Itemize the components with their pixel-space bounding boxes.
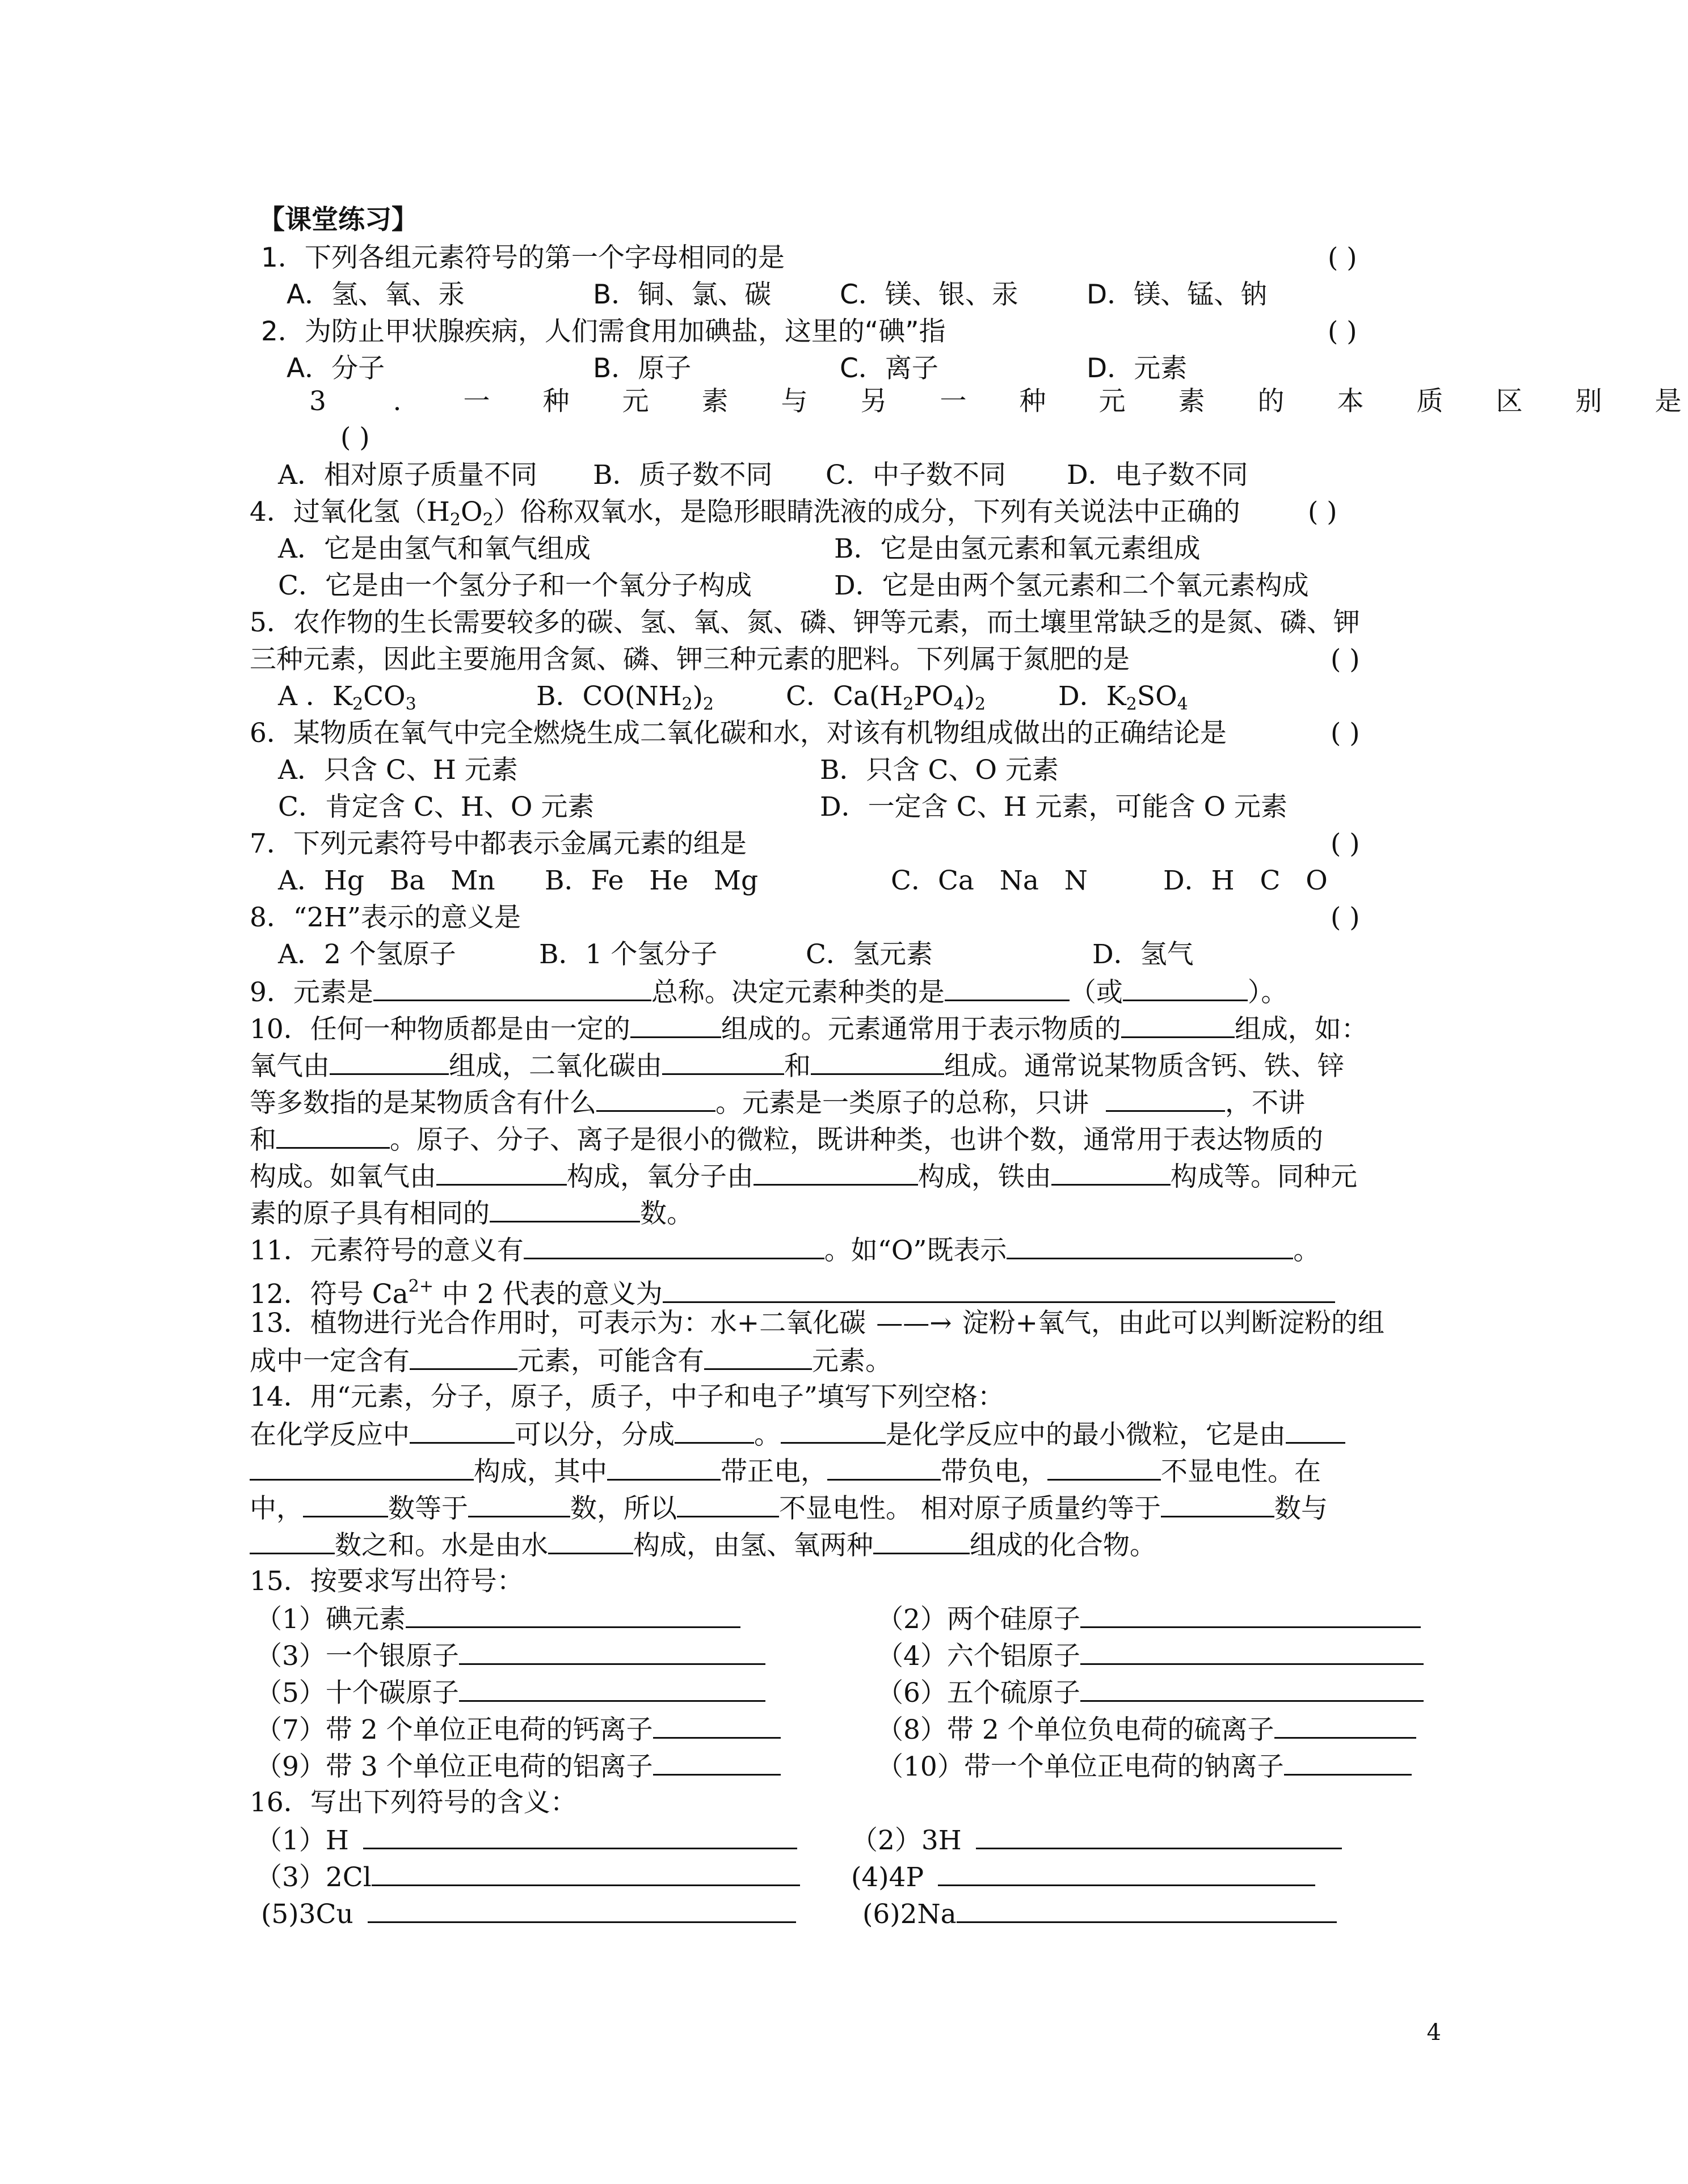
- question-13-line-1: [250, 1306, 1384, 1340]
- q3-char: 一: [463, 386, 490, 417]
- question-2-option-d: D．元素: [1087, 353, 1188, 384]
- question-9: [250, 975, 1287, 1010]
- q5-sub: 2: [352, 694, 364, 714]
- question-1-option-d: D．镁、锰、钠: [1087, 279, 1268, 310]
- q13-blank[interactable]: [704, 1343, 812, 1370]
- q10-blank[interactable]: [436, 1159, 567, 1186]
- q9-blank-3[interactable]: [1123, 975, 1248, 1001]
- question-8-option-d: D．氢气: [1092, 939, 1194, 970]
- q5-sub: 4: [953, 694, 965, 714]
- q14-text: 。: [754, 1419, 781, 1451]
- q10-blank[interactable]: [490, 1196, 640, 1222]
- q16-blank[interactable]: [976, 1823, 1342, 1849]
- q14-blank[interactable]: [677, 1491, 779, 1517]
- question-7-option-d: D．H C O: [1163, 865, 1328, 896]
- q5-sub: 2: [681, 694, 693, 714]
- q10-text: 氧气由: [250, 1051, 330, 1082]
- q3-char: 种: [542, 386, 570, 417]
- q13-text: 淀粉+氧气，由此可以判断淀粉的组: [962, 1308, 1384, 1339]
- q3-char: 素: [701, 386, 729, 417]
- question-8-answer-paren: ( ): [1331, 902, 1360, 933]
- question-7-option-b: B．Fe He Mg: [545, 865, 759, 896]
- q9-text: ）。: [1247, 977, 1288, 1008]
- q14-text: 是化学反应中的最小微粒，它是由: [886, 1419, 1286, 1451]
- q14-text: 不显电性。 相对原子质量约等于: [779, 1493, 1161, 1524]
- q3-char: 质: [1416, 386, 1443, 417]
- q5-sub: 4: [1177, 694, 1188, 714]
- q15-blank[interactable]: [459, 1638, 765, 1665]
- q16-label: (5)3Cu: [261, 1899, 353, 1930]
- q10-blank[interactable]: [811, 1048, 944, 1075]
- q12-charge-sup: 2+: [408, 1276, 433, 1296]
- q10-text: 等多数指的是某物质含有什么: [250, 1087, 596, 1119]
- q4-sub: 2: [449, 510, 461, 530]
- q10-blank[interactable]: [662, 1048, 784, 1075]
- q10-text: 构成，氧分子由: [567, 1161, 754, 1192]
- q14-blank[interactable]: [548, 1528, 633, 1554]
- q3-char: 的: [1257, 386, 1285, 417]
- q14-text: 构成，由氢、氧两种: [633, 1530, 873, 1561]
- q14-blank[interactable]: [303, 1491, 388, 1517]
- q10-text: 素的原子具有相同的: [250, 1198, 490, 1229]
- q15-label: （7）带 2 个单位正电荷的钙离子: [255, 1714, 653, 1745]
- question-14-stem: 14．用“元素，分子，原子，质子，中子和电子”填写下列空格：: [250, 1381, 1004, 1413]
- q10-text: 10．任何一种物质都是由一定的: [250, 1014, 630, 1045]
- q4-stem-post: ）俗称双氧水，是隐形眼睛洗液的成分，下列有关说法中正确的: [493, 496, 1240, 528]
- q16-item-1: [255, 1823, 797, 1858]
- q14-text: 中，: [250, 1493, 303, 1524]
- q14-text: 数之和。水是由水: [335, 1530, 548, 1561]
- question-10-line-3: [250, 1085, 1305, 1120]
- question-4-option-c: C．它是由一个氢分子和一个氧分子构成: [278, 570, 752, 601]
- q10-text: ，不讲: [1225, 1087, 1305, 1119]
- q15-item-7: [255, 1712, 781, 1747]
- q11-text: 。如“O”既表示: [824, 1235, 1007, 1266]
- q14-blank[interactable]: [1286, 1417, 1345, 1444]
- q14-blank[interactable]: [410, 1417, 515, 1444]
- question-6-stem: 6．某物质在氧气中完全燃烧生成二氧化碳和水，对该有机物组成做出的正确结论是: [250, 718, 1227, 749]
- q5-c-mid: PO: [914, 681, 954, 712]
- q5-sub: 3: [405, 694, 416, 714]
- q14-text: 组成的化合物。: [970, 1530, 1156, 1561]
- q11-text: 11．元素符号的意义有: [250, 1235, 524, 1266]
- q15-blank[interactable]: [1080, 1675, 1424, 1702]
- question-5-answer-paren: ( ): [1331, 644, 1360, 675]
- q5-a-post: CO: [363, 681, 406, 712]
- q13-text: 13．植物进行光合作用时，可表示为：水+二氧化碳: [250, 1308, 866, 1339]
- question-14-line-1: [250, 1417, 1345, 1452]
- q15-blank[interactable]: [653, 1749, 781, 1776]
- question-12: [250, 1270, 1335, 1312]
- q4-sub: 2: [482, 510, 494, 530]
- q15-blank[interactable]: [1284, 1749, 1412, 1776]
- q3-char: 3: [309, 386, 326, 417]
- q4-stem-pre: 4．过氧化氢（H: [250, 496, 450, 528]
- q5-b-pre: B．CO(NH: [536, 681, 682, 712]
- q16-blank[interactable]: [363, 1823, 797, 1849]
- question-11: [250, 1233, 1320, 1268]
- question-1-option-b: B．铜、氯、碳: [593, 279, 772, 310]
- q3-char: 是: [1655, 386, 1682, 417]
- q14-blank[interactable]: [250, 1528, 335, 1554]
- q16-item-6: [862, 1896, 1337, 1932]
- question-3-answer-paren: ( ): [340, 422, 370, 453]
- q12-blank[interactable]: [663, 1276, 1335, 1303]
- question-6-option-d: D．一定含 C、H 元素，可能含 O 元素: [820, 791, 1287, 823]
- q15-item-3: [255, 1638, 765, 1673]
- q16-blank[interactable]: [368, 1896, 796, 1923]
- q5-d-pre: D．K: [1058, 681, 1126, 712]
- question-5-line-1: 5．农作物的生长需要较多的碳、氢、氧、氮、磷、钾等元素，而土壤里常缺乏的是氮、磷、钾: [250, 607, 1360, 638]
- q14-text: 不显电性。在: [1161, 1456, 1321, 1487]
- q16-label: （2）3H: [851, 1825, 962, 1856]
- q10-blank[interactable]: [330, 1048, 449, 1075]
- q10-blank[interactable]: [1121, 1011, 1235, 1038]
- q15-item-5: [255, 1675, 765, 1710]
- question-5-option-a: [278, 680, 416, 722]
- q5-b-post: ): [692, 681, 703, 712]
- q15-label: （1）碘元素: [255, 1604, 406, 1635]
- question-2-answer-paren: ( ): [1328, 316, 1357, 347]
- q15-label: （5）十个碳原子: [255, 1677, 459, 1709]
- question-4-stem: [250, 495, 1240, 537]
- q3-char: .: [393, 386, 402, 417]
- q9-text: （或: [1069, 977, 1123, 1008]
- page-number: 4: [1426, 2019, 1441, 2046]
- q15-label: （4）六个铝原子: [877, 1641, 1080, 1672]
- q14-blank[interactable]: [1047, 1454, 1161, 1481]
- q10-blank[interactable]: [596, 1085, 715, 1112]
- q14-text: 数与: [1274, 1493, 1328, 1524]
- q15-label: （3）一个银原子: [255, 1641, 459, 1672]
- question-1-answer-paren: ( ): [1328, 242, 1357, 273]
- q14-text: 带正电，: [721, 1456, 827, 1487]
- question-3-option-a: A．相对原子质量不同: [278, 459, 537, 491]
- q11-text: 。: [1293, 1235, 1320, 1266]
- q15-item-2: [877, 1601, 1421, 1637]
- q5-a-pre: A ．K: [278, 681, 352, 712]
- question-3-option-d: D．电子数不同: [1067, 459, 1248, 491]
- q16-blank[interactable]: [372, 1860, 800, 1886]
- q14-text: 带负电，: [941, 1456, 1047, 1487]
- question-8-option-b: B．1 个氢分子: [539, 939, 718, 970]
- section-header: 【课堂练习】: [258, 204, 418, 235]
- q15-item-9: [255, 1749, 781, 1784]
- q10-text: 组成的。元素通常用于表示物质的: [721, 1014, 1121, 1045]
- question-2-option-b: B．原子: [593, 353, 692, 384]
- q16-label: （1）H: [255, 1825, 349, 1856]
- question-2-option-c: C．离子: [840, 353, 938, 384]
- q5-c-post: ): [964, 681, 975, 712]
- question-10-line-1: [250, 1011, 1368, 1047]
- question-1-option-c: C．镁、银、汞: [840, 279, 1018, 310]
- q5-sub: 2: [702, 694, 714, 714]
- q15-blank[interactable]: [459, 1675, 765, 1702]
- q10-text: 数。: [640, 1198, 693, 1229]
- q14-text: 数等于: [388, 1493, 468, 1524]
- question-3-stem: [278, 385, 1688, 419]
- question-6-option-c: C．肯定含 C、H、O 元素: [278, 791, 595, 823]
- q13-text: 元素。: [812, 1346, 892, 1377]
- q9-blank-2[interactable]: [945, 975, 1070, 1001]
- question-7-option-a: A．Hg Ba Mn: [278, 865, 495, 896]
- question-6-option-b: B．只含 C、O 元素: [820, 754, 1059, 786]
- question-1-option-a: A．氢、氧、汞: [287, 279, 465, 310]
- q15-label: （8）带 2 个单位负电荷的硫离子: [877, 1714, 1274, 1745]
- question-4-option-d: D．它是由两个氢元素和二个氧元素构成: [834, 570, 1309, 601]
- q14-blank[interactable]: [781, 1417, 886, 1444]
- q13-text: 成中一定含有: [250, 1346, 410, 1377]
- q10-text: 组成，如：: [1234, 1014, 1368, 1045]
- q15-label: （10）带一个单位正电荷的钠离子: [877, 1751, 1284, 1782]
- q10-blank[interactable]: [276, 1122, 390, 1149]
- question-14-line-3: [250, 1491, 1328, 1526]
- question-10-line-6: [250, 1196, 693, 1231]
- q15-label: （6）五个硫原子: [877, 1677, 1080, 1709]
- q13-text: 元素，可能含有: [517, 1346, 704, 1377]
- question-2-option-a: A．分子: [287, 353, 385, 384]
- question-8-stem: 8．“2H”表示的意义是: [250, 902, 521, 933]
- q15-label: （9）带 3 个单位正电荷的铝离子: [255, 1751, 653, 1782]
- q3-char: 别: [1575, 386, 1602, 417]
- q10-text: 组成。通常说某物质含钙、铁、锌: [944, 1051, 1344, 1082]
- question-6-answer-paren: ( ): [1331, 718, 1360, 749]
- question-4-answer-paren: ( ): [1308, 496, 1337, 528]
- q16-label: (6)2Na: [862, 1899, 957, 1930]
- q14-blank[interactable]: [468, 1491, 570, 1517]
- q14-text: 在化学反应中: [250, 1419, 410, 1451]
- q3-char: 一: [940, 386, 967, 417]
- q14-text: 可以分，分成: [515, 1419, 675, 1451]
- question-1-stem: 1．下列各组元素符号的第一个字母相同的是: [261, 242, 785, 273]
- question-5-option-b: [536, 680, 714, 722]
- q3-char: 种: [1019, 386, 1046, 417]
- q15-blank[interactable]: [1080, 1638, 1424, 1665]
- question-10-line-5: [250, 1159, 1357, 1194]
- q15-item-4: [877, 1638, 1424, 1673]
- q10-text: 构成。如氧气由: [250, 1161, 436, 1192]
- q3-char: 本: [1337, 386, 1364, 417]
- q10-blank[interactable]: [1051, 1159, 1171, 1186]
- question-16-stem: 16．写出下列符号的含义：: [250, 1787, 577, 1818]
- q15-blank[interactable]: [1080, 1601, 1421, 1628]
- q10-blank[interactable]: [1106, 1085, 1225, 1112]
- question-3-option-b: B．质子数不同: [593, 459, 773, 491]
- q10-text: 构成，铁由: [918, 1161, 1051, 1192]
- q11-blank-2[interactable]: [1007, 1233, 1293, 1259]
- q5-d-post: SO: [1136, 681, 1177, 712]
- question-14-line-2: [250, 1454, 1321, 1489]
- q3-char: 另: [860, 386, 887, 417]
- q10-blank[interactable]: [630, 1011, 721, 1038]
- question-5-option-c: [786, 680, 986, 722]
- q15-item-1: [255, 1601, 740, 1637]
- q10-text: 和: [250, 1124, 276, 1156]
- q5-sub: 2: [974, 694, 986, 714]
- q9-blank-1[interactable]: [373, 975, 651, 1001]
- question-3-option-c: C．中子数不同: [826, 459, 1006, 491]
- q5-sub: 2: [903, 694, 914, 714]
- question-7-option-c: C．Ca Na N: [891, 865, 1088, 896]
- q3-char: 区: [1496, 386, 1523, 417]
- q3-char: 元: [622, 386, 649, 417]
- question-13-line-2: [250, 1343, 892, 1378]
- q14-blank[interactable]: [873, 1528, 970, 1554]
- q9-text: 9．元素是: [250, 977, 373, 1008]
- q10-text: 和: [784, 1051, 811, 1082]
- q9-text: 总称。决定元素种类的是: [651, 977, 945, 1008]
- question-4-option-a: A．它是由氢气和氧气组成: [278, 533, 591, 564]
- q15-item-10: [877, 1749, 1412, 1784]
- question-5-line-2: 三种元素，因此主要施用含氮、磷、钾三种元素的肥料。下列属于氮肥的是: [250, 644, 1130, 675]
- q16-item-2: [851, 1823, 1342, 1858]
- q15-blank[interactable]: [653, 1712, 781, 1739]
- reaction-arrow-icon: ——→: [876, 1308, 952, 1339]
- q11-blank-1[interactable]: [524, 1233, 824, 1259]
- q15-item-6: [877, 1675, 1424, 1710]
- question-7-stem: 7．下列元素符号中都表示金属元素的组是: [250, 828, 747, 859]
- question-10-line-2: [250, 1048, 1344, 1083]
- q3-char: 与: [781, 386, 808, 417]
- q13-blank[interactable]: [410, 1343, 517, 1370]
- q16-item-5: [261, 1896, 796, 1932]
- question-8-option-a: A．2 个氢原子: [278, 939, 456, 970]
- q14-blank[interactable]: [827, 1454, 941, 1481]
- q16-item-4: [851, 1860, 1315, 1895]
- q15-blank[interactable]: [406, 1601, 740, 1628]
- q16-blank[interactable]: [957, 1896, 1337, 1923]
- q12-text: 中 2 代表的意义为: [433, 1279, 663, 1310]
- q10-text: 。原子、分子、离子是很小的微粒，既讲种类，也讲个数，通常用于表达物质的: [390, 1124, 1323, 1156]
- q16-item-3: [255, 1860, 800, 1895]
- question-2-stem: 2．为防止甲状腺疾病，人们需食用加碘盐，这里的“碘”指: [261, 316, 946, 347]
- question-15-stem: 15．按要求写出符号：: [250, 1566, 524, 1597]
- q10-blank[interactable]: [754, 1159, 918, 1186]
- q14-blank[interactable]: [675, 1417, 754, 1444]
- question-7-answer-paren: ( ): [1331, 828, 1360, 859]
- q14-blank[interactable]: [1161, 1491, 1274, 1517]
- q4-stem-mid: O: [460, 496, 483, 528]
- q10-text: 。元素是一类原子的总称，只讲: [715, 1087, 1089, 1119]
- question-14-line-4: [250, 1528, 1156, 1563]
- q3-char: 元: [1098, 386, 1126, 417]
- q3-char: 素: [1178, 386, 1205, 417]
- q15-label: （2）两个硅原子: [877, 1604, 1080, 1635]
- question-6-option-a: A．只含 C、H 元素: [278, 754, 518, 786]
- q10-text: 组成，二氧化碳由: [449, 1051, 662, 1082]
- q15-item-8: [877, 1712, 1416, 1747]
- q12-text: 12．符号 Ca: [250, 1279, 409, 1310]
- question-10-line-4: [250, 1122, 1323, 1157]
- q5-c-pre: C．Ca(H: [786, 681, 903, 712]
- q10-text: 构成等。同种元: [1171, 1161, 1357, 1192]
- q14-blank[interactable]: [250, 1454, 474, 1481]
- q16-label: （3）2Cl: [255, 1862, 372, 1893]
- q14-blank[interactable]: [607, 1454, 721, 1481]
- q16-blank[interactable]: [938, 1860, 1315, 1886]
- question-8-option-c: C．氢元素: [806, 939, 933, 970]
- q14-text: 数，所以: [570, 1493, 677, 1524]
- q5-sub: 2: [1126, 694, 1137, 714]
- q14-text: 构成，其中: [474, 1456, 607, 1487]
- question-5-option-d: [1058, 680, 1188, 722]
- q16-label: (4)4P: [851, 1862, 924, 1893]
- question-4-option-b: B．它是由氢元素和氧元素组成: [834, 533, 1201, 564]
- q15-blank[interactable]: [1274, 1712, 1416, 1739]
